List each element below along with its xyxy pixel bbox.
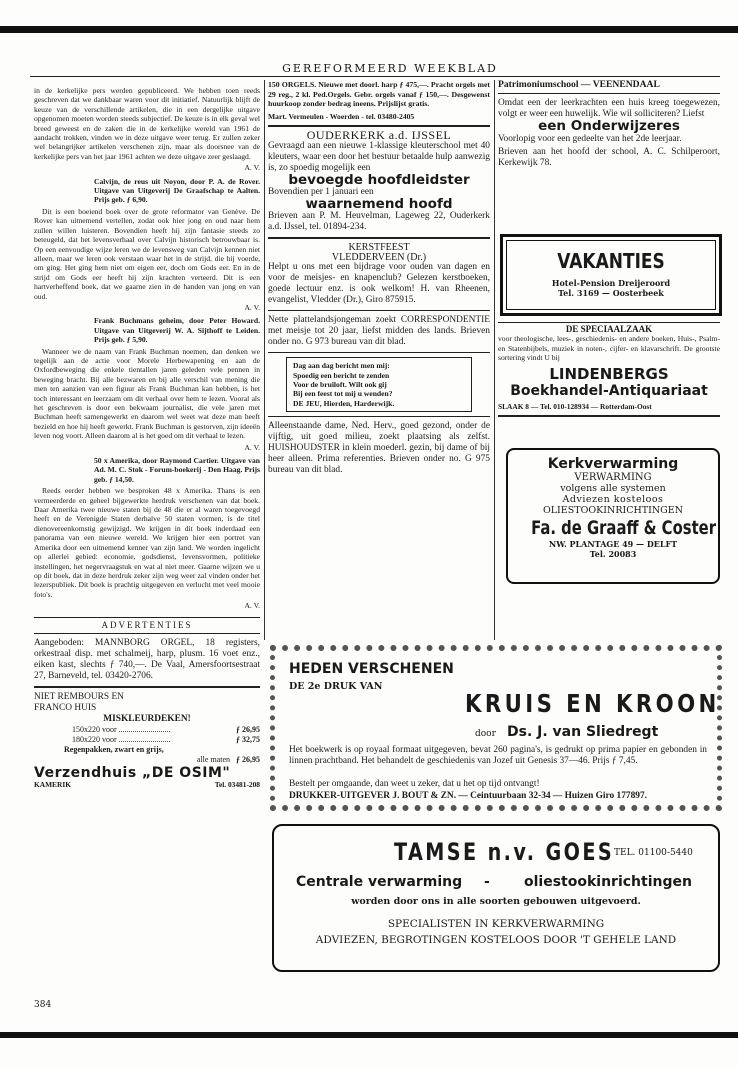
divider <box>498 93 720 94</box>
ouderkerk-contact: Brieven aan P. M. Heuvelman, Lageweg 22, Ouderkerk a.d. IJssel, tel. 01894-234. <box>268 211 490 233</box>
rembours-title: NIET REMBOURS EN <box>34 691 124 702</box>
divider <box>34 686 260 688</box>
vakanties-inner <box>506 240 716 310</box>
dag-line: Spoedig een bericht te zenden <box>293 370 390 380</box>
vakanties-tel: Tel. 3169 — Oosterbeek <box>558 288 664 298</box>
divider <box>268 352 490 353</box>
price-value: ƒ 26,95 <box>236 724 260 734</box>
top-border <box>0 26 738 33</box>
orgels-ad: 150 ORGELS. Nieuwe met doorl. harp ƒ 475,—. Pracht orgels met 29 reg., 2 kl. Ped.Orgels. Gebr. orgels vanaf ƒ 150,—. Desgewenst huurkoop zonder bedrag ineens. Prijslijst gratis. <box>268 80 490 109</box>
divider <box>268 237 490 239</box>
price-row <box>34 725 260 735</box>
heden-author: Ds. J. van Sliedregt <box>507 724 659 740</box>
dag-line: Dag aan dag bericht men mij: <box>293 361 390 371</box>
kerk-line: volgens alle systemen <box>560 483 666 494</box>
header-rule <box>30 76 720 77</box>
book-review-text: Wanneer we de naam van Frank Buchman noemen, dan denken we tegelijk aan de actie voor Morele Herbewapening en aan de Oxfordbeweging die enkele tientallen jaren geleden vele pennen in beweging bracht. Bij alle bezwaren en bij alle verschil van mening die men ten aanzien van een figuur als Frank Buchman kan hebben, is het toch interessant en leerzaam om dit verhaal over hem te lezen. Vooral als het geschreven is door een bekwaam journalist, die vele jaren met Buchman heeft samengewerkt en daarom wel weet wat deze man heeft bezield en hoe hij heeft gewerkt. Frank Buchman is gestorven, zijn ideeën leven nog voort. Alleen daarom al is het goed om dit verhaal te lezen. <box>34 346 260 441</box>
alleenstaande-ad: Alleenstaande dame, Ned. Herv., goed gezond, onder de vijftig, uit goed milieu, zoekt plaatsing als zelfst. HUISHOUDSTER in klein moederl. gezin, bij dame of bij heer alleen. Prima referenties. Brieven onder no. G 975 bureau van dit blad. <box>268 421 490 476</box>
patrimonium-contact: Brieven aan het hoofd der school, A. C. Schilperoort, Kerkewijk 78. <box>498 146 720 168</box>
heden-author-pre: door <box>475 729 496 739</box>
book-review-heading: Calvijn, de reus uit Noyon, door P. A. de Rover. Uitgave van Uitgeverij De Graafschap te Aalten. Prijs geb. ƒ 6,90. <box>94 176 260 205</box>
kerk-tel: Tel. 20083 <box>589 549 637 559</box>
tamse-tel: TEL. 01100-5440 <box>614 848 693 858</box>
book-review-text: Dit is een boeiend boek over de grote reformator van Genève. De Rover kan uitnemend vertellen, zodat ook hier jong en oud naar hem zullen willen luisteren. Bovendien heeft hij zijn fantasie steeds zo beteugeld, dat het levensverhaal over Calvijn historisch betrouwbaar is. Op een eenvoudige wijze leren we de levensweg van Calvijn kennen niet alleen, maar we leren ook verstaan waar het in de strijd, die hij voerde, om ging. Het ging hem niet om eigen eer, doch om Gods eer. En in de strijd om Gods eer heeft hij zijn krachten verteerd. Dit is een hartverheffend boek, dat we gaarne zien in de handen van jong en van oud. <box>34 206 260 301</box>
dag-line: DE JEU, Hierden, Harderwijk. <box>293 398 395 408</box>
ouderkerk-role: bevoegde hoofdleidster <box>288 171 470 188</box>
price-value: ƒ 26,95 <box>236 754 260 764</box>
heden-sub: DE 2e DRUK VAN <box>289 681 383 692</box>
kerstfeest-title: KERSTFEEST <box>348 242 410 254</box>
column-ads-middle <box>268 80 490 478</box>
tamse-dash: - <box>484 874 490 890</box>
dag-line: Voor de bruiloft. Wilt ook gij <box>293 380 387 390</box>
orgel-ad: Aangeboden: MANNBORG ORGEL, 18 registers, orkestraal disp. met schalmeij, harp, plusm. 16 voet enz., eiken kast, slechts ƒ 740,—. De Vaal, Amersfoortsestraat 27, Barneveld, tel. 03420-2706. <box>34 637 260 681</box>
kerk-address: NW. PLANTAGE 49 — DELFT <box>548 539 678 549</box>
kerk-line: Adviezen kosteloos <box>562 494 664 505</box>
signature: A. V. <box>244 601 260 611</box>
heden-order: Bestelt per omgaande, dan weet u zeker, dat u het op tijd ontvangt! <box>289 779 540 789</box>
dag-aan-dag-box <box>286 357 472 412</box>
kerk-line: VERWARMING <box>574 472 652 483</box>
osim-place: KAMERIK <box>34 779 71 789</box>
price-label: 150x220 voor .......................... <box>72 724 171 734</box>
patrimonium-text: Voorlopig voor een gedeelte van het 2de leerjaar. <box>498 133 682 144</box>
heden-title: HEDEN VERSCHENEN <box>289 661 454 677</box>
tamse-name: TAMSE n.v. GOES <box>394 838 615 866</box>
heden-author-line <box>475 721 658 740</box>
advertisements-header: ADVERTENTIES <box>34 617 260 634</box>
orgels-contact: Mart. Vermeulen - Woerden - tel. 03480-2405 <box>268 111 415 121</box>
rembours-title: MISKLEURDEKEN! <box>103 713 191 724</box>
signature: A. V. <box>244 442 260 452</box>
ouderkerk-mid: Bovendien per 1 januari een <box>268 187 374 197</box>
rembours-ad <box>34 692 260 790</box>
ouderkerk-role: waarnemend hoofd <box>305 196 453 212</box>
kerstfeest-text: Helpt u ons met een bijdrage voor ouden van dagen en voor de meisjes- en knapenclub? Gelezen kerstboeken, goede lectuur enz. is ook welkom! H. van Rheenen, evangelist, Vledder (Dr.), Giro 875915. <box>268 262 490 306</box>
price-value: ƒ 32,75 <box>236 734 260 744</box>
column-reviews <box>34 86 260 790</box>
price-label: alle maten <box>196 754 230 764</box>
heden-verschenen-ad <box>270 645 722 811</box>
tamse-line3: SPECIALISTEN IN KERKVERWARMING <box>387 918 605 930</box>
osim-name: Verzendhuis „DE OSIM" <box>34 764 231 781</box>
price-label: Regenpakken, zwart en grijs, <box>64 744 164 754</box>
ouderkerk-title: OUDERKERK a.d. IJSSEL <box>306 128 452 143</box>
column-rule <box>264 80 265 640</box>
kerk-firm: Fa. de Graaff & Coster <box>531 517 717 539</box>
intro-paragraph: in de kerkelijke pers werden gepubliceerd. We hebben toen reeds geschreven dat we dankbaar waren voor dit initiatief. Natuurlijk blijft de keuze van de verschillende artikelen, die in een dergelijke uitgave opgenomen moeten worden steeds subjectief. De keuze is in elk geval wel breed geweest en de zaken die in de kerkelijke wereld van 1961 de aandacht trokken, vinden we in deze uitgave weer terug. Er zullen zeker wel belangrijker artikelen verschenen zijn, maar als doorsnee van de kerkelijke pers van het jaar 1961 achten we deze uitgave zeer geslaagd. <box>34 86 260 161</box>
column-rule <box>494 80 495 640</box>
speciaal-text: voor theologische, lees-, geschiedenis- en andere boeken, Huis-, Psalm- en Statenbijbels, muziek in noten-, cijfer- en klavarschrift. De grootste sortering vindt U bij <box>498 334 720 363</box>
osim-tel: Tel. 03481-208 <box>214 779 260 789</box>
tamse-line4: ADVIEZEN, BEGROTINGEN KOSTELOOS DOOR 'T GEHELE LAND <box>315 934 677 946</box>
page-number: 384 <box>34 1000 52 1010</box>
heden-text: Het boekwerk is op royaal formaat uitgegeven, bevat 260 pagina's, is gedrukt op prima papier en gebonden in linnen prachtband. Het behandelt de geschiedenis van Jozef uit Genesis 37—46. Prijs ƒ 7,45. <box>289 745 707 766</box>
heden-publisher: DRUKKER-UITGEVER J. BOUT & ZN. — Ceintuurbaan 32-34 — Huizen Giro 177897. <box>289 791 648 801</box>
price-label: 180x220 voor .......................... <box>72 734 171 744</box>
patrimonium-title: Patrimoniumschool — VEENENDAAL <box>498 79 660 90</box>
book-review-heading: 50 x Amerika, door Raymond Cartier. Uitgave van Ad. M. C. Stok - Forum-boekerij - Den Haag. Prijs geb. ƒ 14,50. <box>94 456 260 484</box>
lindenberg-title: LINDENBERGS <box>549 364 669 383</box>
divider <box>268 310 490 311</box>
patrimonium-role: een Onderwijzeres <box>538 118 680 135</box>
tamse-line1a: Centrale verwarming <box>296 874 463 890</box>
price-row <box>34 735 260 745</box>
divider <box>498 415 720 417</box>
vakanties-ad <box>500 234 722 316</box>
heden-book: KRUIS EN KROON <box>465 689 720 718</box>
rembours-title: FRANCO HUIS <box>34 702 97 713</box>
page-header: GEREFORMEERD WEEKBLAD <box>282 62 498 75</box>
price-row <box>34 755 260 765</box>
signature: A. V. <box>244 163 260 173</box>
divider <box>498 322 720 323</box>
kerk-line: OLIESTOOKINRICHTINGEN <box>542 505 684 516</box>
column-ads-right <box>498 80 720 171</box>
kerkverwarming-ad <box>506 448 720 584</box>
speciaalzaak-ad <box>498 322 720 421</box>
vakanties-hotel: Hotel-Pension Dreijeroord <box>551 278 671 288</box>
book-review-text: Reeds eerder hebben we besproken 48 x Amerika. Thans is een vermeerderde en geheel bijgewerkte herdruk verschenen van dat boek. Daar Amerika twee nieuwe staten bij de 48 die er al waren toegevoegd heeft en de Verenigde Staten derhalve 50 staten vormen, is de titel dienovereenkomstig gewijzigd. We krijgen in dit boek inderdaad een panorama van een nieuwe wereld. We krijgen hier een portret van Amerika door een uitnemend kenner van zijn land. We worden ingelicht op allerlei gebied: economie, godsdienst, levensvormen, politieke instellingen, het negervraagstuk en wat al niet meer. Gaarne wijzen we u op dit boek, dat in deze herdruk zeker zijn weg weer zal vinden onder het lezerspubliek. Dit boek is prachtig uitgegeven en verlucht met veel mooie foto's. <box>34 486 260 599</box>
tamse-ad <box>272 824 720 972</box>
bottom-border <box>0 1032 738 1038</box>
speciaal-title: DE SPECIAALZAAK <box>565 324 653 334</box>
patrimonium-text: Omdat een der leerkrachten een huis kreeg toegewezen, volgt er weer een huwelijk. Wie wil solliciteren? Liefst <box>498 98 720 120</box>
book-review-heading: Frank Buchmans geheim, door Peter Howard. Uitgave van Uitgeverij W. A. Sijthoff te Leiden. Prijs geb. ƒ 5,90. <box>94 316 260 345</box>
divider <box>268 125 490 127</box>
ouderkerk-text: Gevraagd aan een nieuwe 1-klassige kleuterschool met 40 kleuters, waar een door het bestuur betaalde hulp aanwezig is, zo spoedig mogelijk een <box>268 140 490 173</box>
lindenberg-sub: Boekhandel-Antiquariaat <box>510 382 708 399</box>
correspondentie-ad: Nette plattelandsjongeman zoekt CORRESPONDENTIE met meisje tot 20 jaar, liefst midden des lands. Brieven onder no. G 973 bureau van dit blad. <box>268 315 490 348</box>
lindenberg-address: SLAAK 8 — Tel. 010-128934 — Rotterdam-Oost <box>498 401 652 411</box>
signature: A. V. <box>244 302 260 312</box>
tamse-line1b: oliestookinrichtingen <box>524 874 692 890</box>
kerk-title: Kerkverwarming <box>547 456 679 472</box>
vakanties-title: VAKANTIES <box>557 249 665 273</box>
divider <box>268 416 490 417</box>
tamse-line2: worden door ons in alle soorten gebouwen uitgevoerd. <box>351 896 641 907</box>
kerstfeest-title: VLEDDERVEEN (Dr.) <box>331 251 427 263</box>
price-row <box>34 745 260 755</box>
dag-line: Bij een feest tot mij u wenden? <box>293 389 393 399</box>
